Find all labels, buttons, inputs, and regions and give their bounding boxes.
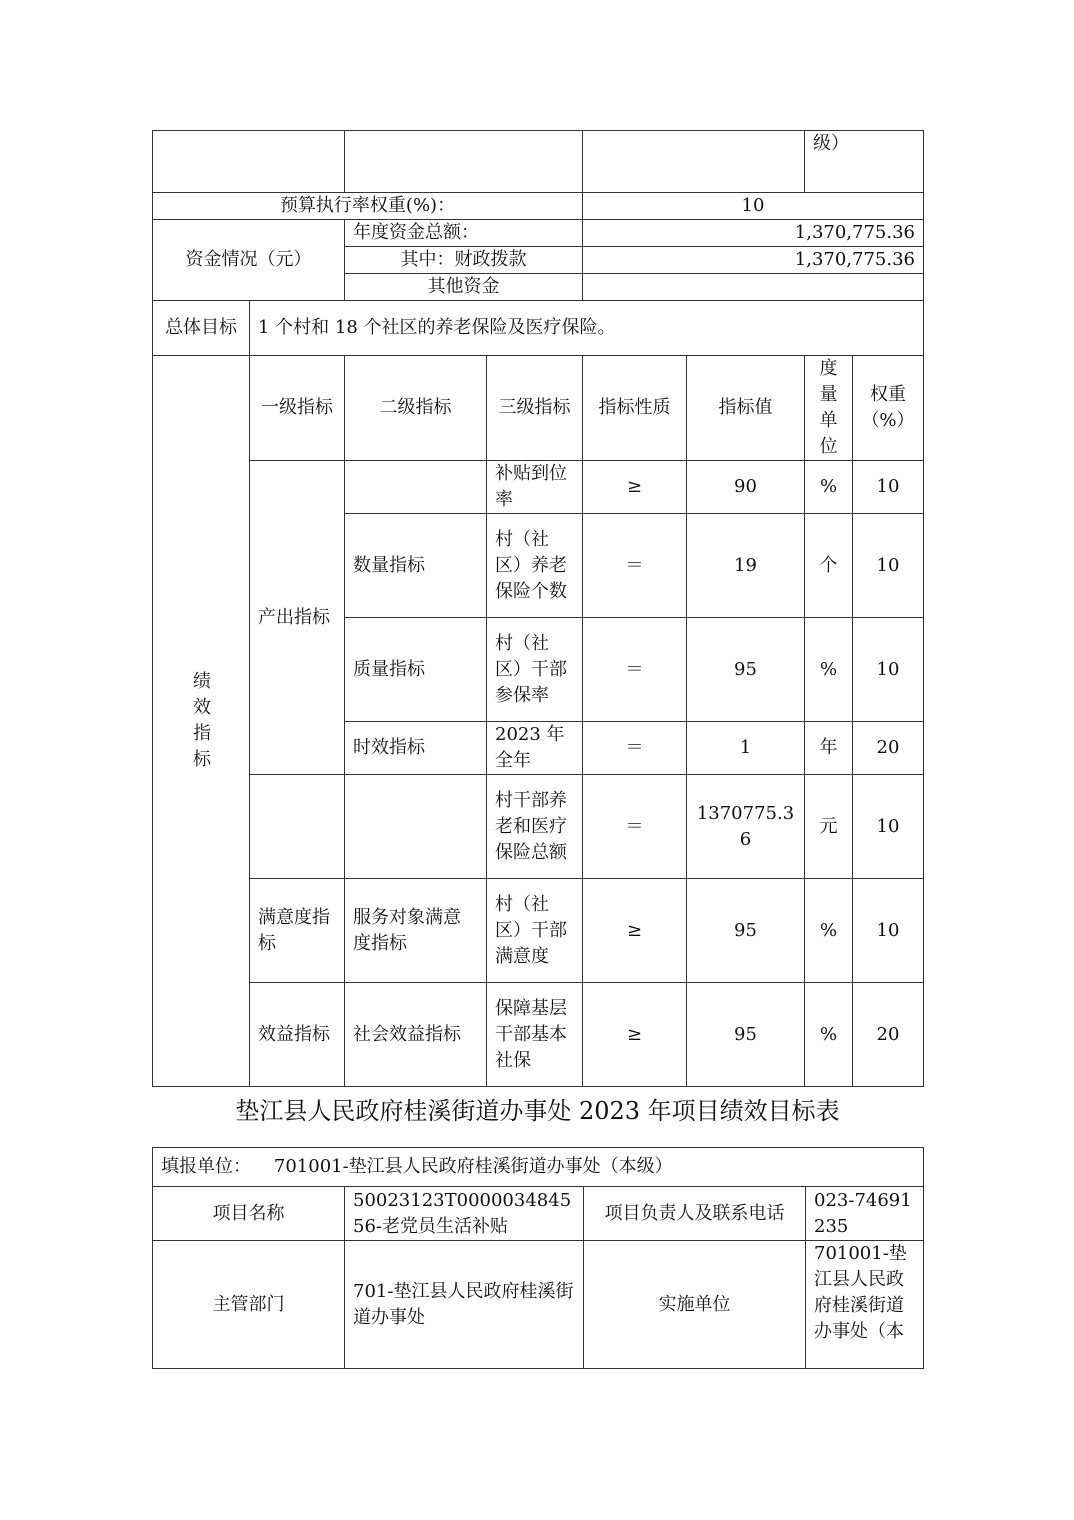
row-value: 19 [687, 514, 805, 618]
overall-goal-text: 1 个村和 18 个社区的养老保险及医疗保险。 [250, 301, 924, 356]
funds-label: 资金情况（元） [153, 220, 345, 301]
project-info-table [152, 1147, 924, 1369]
row-unit: % [805, 618, 853, 722]
dept-value: 701-垫江县人民政府桂溪街道办事处 [345, 1241, 584, 1369]
header-level1: 一级指标 [250, 356, 345, 461]
row-value: 1 [687, 722, 805, 775]
header-unit: 度量单位 [805, 356, 853, 461]
annual-total-label: 年度资金总额： [345, 220, 583, 247]
overall-goal-label: 总体目标 [153, 301, 250, 356]
reporting-unit-value: 701001-垫江县人民政府桂溪街道办事处（本级） [273, 1156, 673, 1177]
header-level2: 二级指标 [345, 356, 487, 461]
row-value: 95 [687, 618, 805, 722]
row-l2 [345, 775, 487, 879]
perf-indicators-label: 绩效指标 [153, 356, 250, 1087]
project-name-value: 50023123T000003484556-老党员生活补贴 [345, 1187, 584, 1241]
row-l2: 服务对象满意度指标 [345, 879, 487, 983]
row-nature: ＝ [583, 722, 687, 775]
group-benefit: 效益指标 [250, 983, 345, 1087]
row-value: 95 [687, 983, 805, 1087]
impl-label: 实施单位 [584, 1241, 806, 1369]
group-output: 产出指标 [250, 461, 345, 775]
row-weight: 20 [853, 722, 924, 775]
row-l3: 村干部养老和医疗保险总额 [487, 775, 583, 879]
impl-value: 701001-垫江县人民政府桂溪街道办事处（本 [806, 1241, 924, 1369]
header-nature: 指标性质 [583, 356, 687, 461]
row-weight: 20 [853, 983, 924, 1087]
row-nature: ＝ [583, 514, 687, 618]
other-funds-label: 其他资金 [345, 274, 583, 301]
header-weight: 权重（%） [853, 356, 924, 461]
row-l3: 村（社区）养老保险个数 [487, 514, 583, 618]
budget-weight-value: 10 [583, 193, 924, 220]
page-title: 垫江县人民政府桂溪街道办事处 2023 年项目绩效目标表 [235, 1097, 840, 1125]
group-satisfaction: 满意度指标 [250, 879, 345, 983]
row-unit: % [805, 461, 853, 514]
contact-label: 项目负责人及联系电话 [584, 1187, 806, 1241]
row-nature: ＝ [583, 618, 687, 722]
row-l2: 社会效益指标 [345, 983, 487, 1087]
row-weight: 10 [853, 514, 924, 618]
table-row [153, 461, 924, 514]
row-value: 95 [687, 879, 805, 983]
row-nature: ≥ [583, 983, 687, 1087]
header-value: 指标值 [687, 356, 805, 461]
row-l3: 村（社区）干部参保率 [487, 618, 583, 722]
row-l3: 保障基层干部基本社保 [487, 983, 583, 1087]
annual-total-value: 1,370,775.36 [583, 220, 924, 247]
row-weight: 10 [853, 618, 924, 722]
row-weight: 10 [853, 775, 924, 879]
row-value: 1370775.36 [687, 775, 805, 879]
row-l3: 2023 年全年 [487, 722, 583, 775]
row-weight: 10 [853, 879, 924, 983]
row-unit: % [805, 983, 853, 1087]
row-l2: 时效指标 [345, 722, 487, 775]
row-nature: ＝ [583, 775, 687, 879]
project-name-label: 项目名称 [153, 1187, 345, 1241]
row-nature: ≥ [583, 461, 687, 514]
table-row [153, 983, 924, 1087]
row-unit: 年 [805, 722, 853, 775]
row-nature: ≥ [583, 879, 687, 983]
row-l3: 补贴到位率 [487, 461, 583, 514]
row-l2 [345, 461, 487, 514]
budget-weight-label: 预算执行率权重(%)： [153, 193, 583, 220]
row-unit: % [805, 879, 853, 983]
table-row [153, 879, 924, 983]
row-l2: 数量指标 [345, 514, 487, 618]
header-level3: 三级指标 [487, 356, 583, 461]
dept-label: 主管部门 [153, 1241, 345, 1369]
row-l2: 质量指标 [345, 618, 487, 722]
contact-value: 023-74691235 [806, 1187, 924, 1241]
row-value: 90 [687, 461, 805, 514]
row-unit: 个 [805, 514, 853, 618]
row-unit: 元 [805, 775, 853, 879]
top-row-fragment: 级） [805, 131, 924, 193]
reporting-unit [153, 1148, 924, 1187]
row-l3: 村（社区）干部满意度 [487, 879, 583, 983]
other-funds-value [583, 274, 924, 301]
row-weight: 10 [853, 461, 924, 514]
fiscal-value: 1,370,775.36 [583, 247, 924, 274]
performance-table-continued [152, 130, 924, 1087]
table-row [153, 775, 924, 879]
fiscal-label: 其中：财政拨款 [345, 247, 583, 274]
reporting-unit-label: 填报单位： [161, 1156, 251, 1177]
